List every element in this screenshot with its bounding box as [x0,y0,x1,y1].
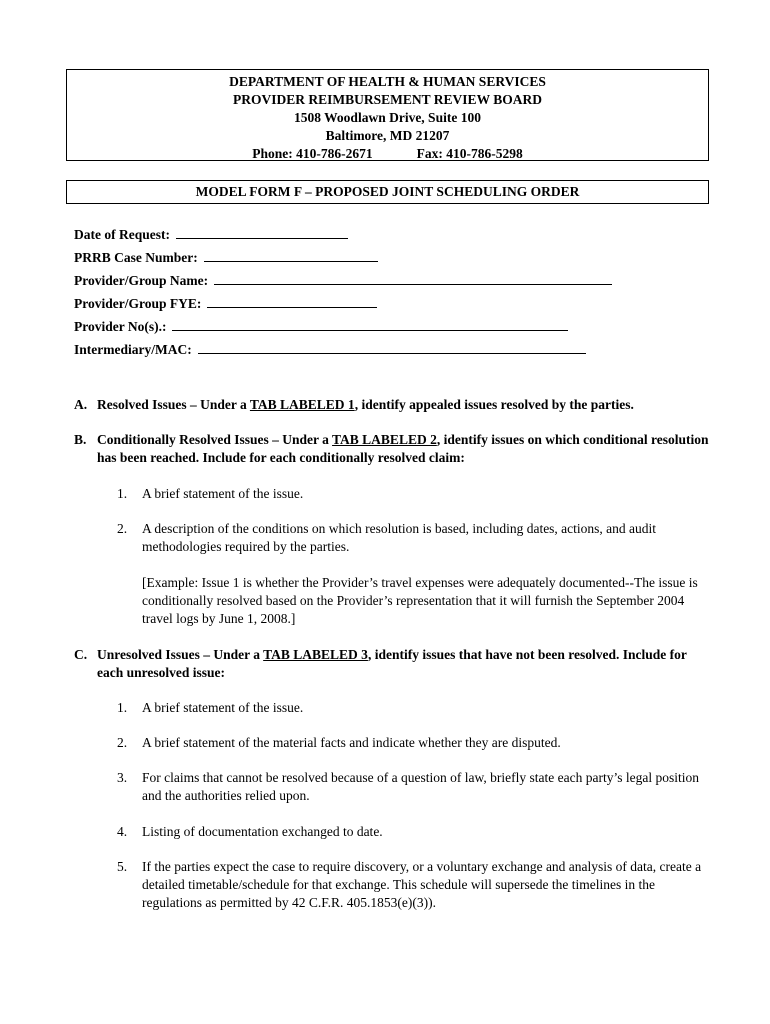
date-of-request-field[interactable] [176,226,348,239]
form-title: MODEL FORM F – PROPOSED JOINT SCHEDULING ORDER [66,180,709,204]
section-a-lead: Resolved Issues – Under a [97,397,250,412]
item-text: If the parties expect the case to require discovery, or a voluntary exchange and analysis of data, create a detailed timetable/schedule for that exchange. This schedule will supersede the timelines in the regulations as permitted by 42 C.F.R. 405.1853(e)(3)). [142,859,702,910]
item-text: For claims that cannot be resolved because of a question of law, briefly state each party’s legal position and the authorities relied upon. [142,770,699,803]
section-a-text [97,396,709,414]
provider-group-fye-field[interactable] [207,295,377,308]
list-item [117,520,707,556]
item-text: A description of the conditions on which resolution is based, including dates, actions, and audit methodologies required by the parties. [142,521,657,554]
board-name: PROVIDER REIMBURSEMENT REVIEW BOARD [233,92,542,107]
item-text: A brief statement of the material facts and indicate whether they are disputed. [142,735,561,750]
field-provider-nos [74,318,612,341]
section-c-lead: Unresolved Issues – Under a [97,647,264,662]
address-city: Baltimore, MD 21207 [325,128,450,143]
fax-number: Fax: 410-786-5298 [416,146,523,161]
example-note: [Example: Issue 1 is whether the Provider’s travel expenses were adequately documented--The issue is conditionally resolved based on the Provider’s representation that it will furnish the September 2004 travel logs by June 1, 2008.] [142,575,698,626]
section-b-lead: Conditionally Resolved Issues – Under a [97,432,333,447]
agency-name: DEPARTMENT OF HEALTH & HUMAN SERVICES [229,74,546,89]
section-a [74,396,709,414]
list-item [117,769,707,805]
item-number: 4. [117,824,128,839]
provider-group-name-field[interactable] [214,272,612,285]
phone-number: Phone: 410-786-2671 [252,146,373,161]
field-label: Intermediary/MAC: [74,342,192,357]
item-number: 1. [117,486,128,501]
section-letter: B. [74,432,87,447]
list-item [117,823,707,841]
field-label: PRRB Case Number: [74,250,198,265]
item-text: Listing of documentation exchanged to date. [142,824,383,839]
section-a-instruction: , identify appealed issues resolved by the parties. [354,397,634,412]
field-label: Provider No(s).: [74,319,167,334]
item-number: 2. [117,735,128,750]
section-b [74,431,709,467]
section-c [74,646,709,682]
tab-label: TAB LABELED 3 [263,647,368,662]
prrb-case-number-field[interactable] [204,249,378,262]
list-item [117,858,707,912]
section-c-text [97,646,709,682]
item-text: A brief statement of the issue. [142,486,304,501]
field-provider-group-fye [74,295,612,318]
address-street: 1508 Woodlawn Drive, Suite 100 [294,110,481,125]
contact-line [67,145,708,163]
item-text: A brief statement of the issue. [142,700,304,715]
list-item [117,734,707,752]
request-fields [74,226,612,364]
agency-header [66,69,709,161]
provider-nos-field[interactable] [172,318,568,331]
tab-label: TAB LABELED 2 [332,432,437,447]
section-letter: A. [74,397,88,412]
section-b-instruction: , identify issues on which conditional resolution has been reached. Include for each conditionally resolved claim: [97,432,709,465]
section-letter: C. [74,647,88,662]
field-label: Provider/Group Name: [74,273,209,288]
section-b-text [97,431,709,467]
field-provider-group-name [74,272,612,295]
section-c-instruction: , identify issues that have not been resolved. Include for each unresolved issue: [97,647,687,680]
field-prrb-case-number [74,249,612,272]
item-number: 2. [117,521,128,536]
field-date-of-request [74,226,612,249]
intermediary-mac-field[interactable] [198,341,586,354]
list-item [117,699,707,717]
field-label: Date of Request: [74,227,170,242]
tab-label: TAB LABELED 1 [249,397,355,412]
field-intermediary-mac [74,341,612,364]
item-number: 5. [117,859,128,874]
list-item [117,485,707,503]
field-label: Provider/Group FYE: [74,296,202,311]
item-number: 3. [117,770,128,785]
item-number: 1. [117,700,128,715]
